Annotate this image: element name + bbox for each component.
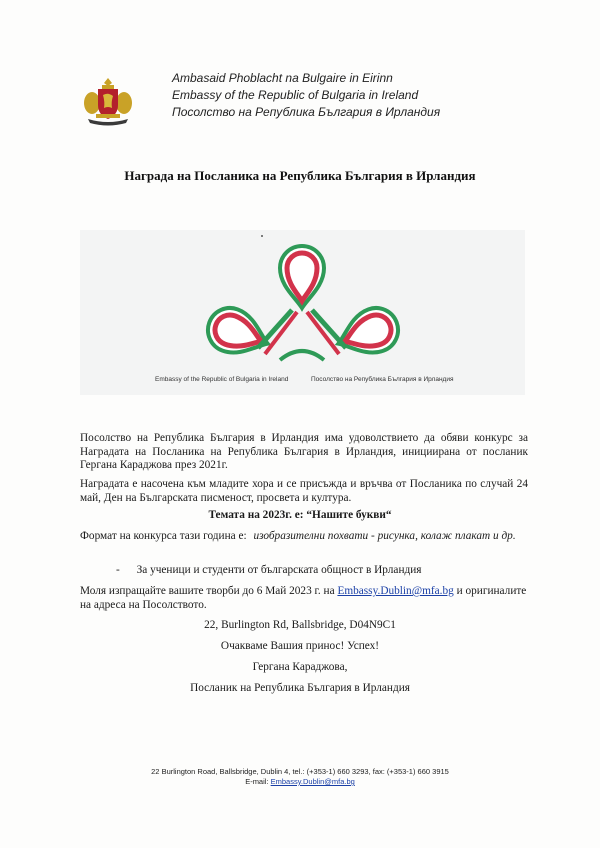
closing-line: Очакваме Вашия принос! Успех! [220, 640, 380, 652]
header-line-irish: Ambasaid Phoblacht na Bulgaire in Eirinn [172, 71, 393, 85]
footer-email-line [0, 777, 600, 786]
embassy-header [172, 70, 440, 121]
bullet-marker: - [116, 564, 120, 576]
logo-caption-bulgarian: Посолство на Република България в Ирландия [311, 376, 454, 383]
footer-email-label: E-mail: [245, 777, 269, 786]
format-label: Формат на конкурса тази година е: [80, 530, 247, 542]
paragraph-announcement: Посолство на Република България в Ирландия има удоволствието да обяви конкурс за Наградата на Посланика на Република България в Ирландия, инициирана от посланик Гергана Караджова през 2021г. [80, 432, 528, 471]
submission-email-link[interactable]: Embassy.Dublin@mfa.bg [337, 585, 454, 597]
contest-theme: Темата на 2023г. е: “Нашите букви“ [208, 509, 392, 521]
footer-address: 22 Burlington Road, Ballsbridge, Dublin 4, tel.: (+353-1) 660 3293, fax: (+353-1) 660 3915 [151, 767, 449, 776]
contest-format [80, 530, 528, 544]
logo-caption-english: Embassy of the Republic of Bulgaria in Ireland [155, 376, 289, 383]
embassy-address: 22, Burlington Rd, Ballsbridge, D04N9C1 [204, 619, 396, 631]
embassy-logo-icon [80, 230, 525, 395]
signature-name: Гергана Караджова, [252, 661, 348, 673]
footer-email-link[interactable]: Embassy.Dublin@mfa.bg [270, 777, 355, 786]
signature-title: Посланик на Република България в Ирландия [190, 682, 410, 694]
submission-text-before: Моля изпращайте вашите творби до 6 Май 2023 г. на [80, 585, 335, 597]
paragraph-award-info: Наградата е насочена към младите хора и се присъжда и връчва от Посланика по случай 24 май, Ден на Българската писменост, просвета и култура. [80, 478, 528, 504]
header-line-english: Embassy of the Republic of Bulgaria in Ireland [172, 88, 419, 102]
embassy-logo-banner [80, 230, 525, 395]
eligibility-bullet [116, 564, 536, 578]
document-title: Награда на Посланика на Република България в Ирландия [124, 168, 476, 183]
coat-of-arms-icon [82, 75, 134, 127]
bullet-text: За ученици и студенти от българската общност в Ирландия [136, 564, 422, 576]
submission-text-after: и оригиналите на адреса на Посолството. [80, 585, 527, 611]
header-line-bulgarian: Посолство на Република България в Ирландия [172, 105, 441, 119]
format-value: изобразителни похвати - рисунка, колаж плакат и др. [253, 530, 516, 542]
submission-instructions [80, 585, 528, 612]
